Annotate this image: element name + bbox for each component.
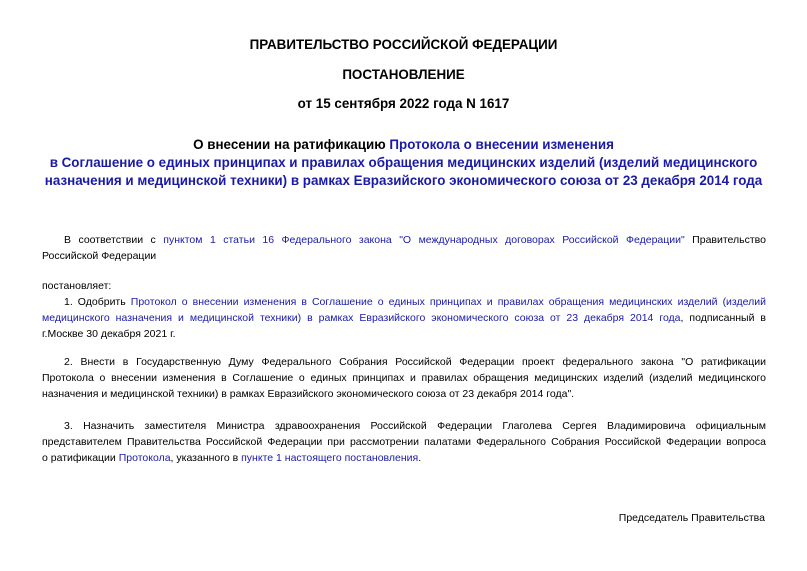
item-3-text: о ратификации (42, 452, 119, 464)
item-2-line-2: Протокола о внесении изменения в Соглашение о единых принципах и правилах обращения медицинских изделий (изделий медицинского (42, 372, 766, 384)
preamble-line-2: Российской Федерации (42, 250, 157, 262)
item-3-line-3 (42, 450, 766, 466)
subject-line-1 (30, 136, 777, 154)
signature-title: Председатель Правительства (618, 512, 765, 524)
subject-line-3 (30, 172, 777, 190)
item-1-line-3: г.Москве 30 декабря 2021 г. (42, 328, 176, 340)
item-1-line-2 (42, 310, 766, 326)
government-title: ПРАВИТЕЛЬСТВО РОССИЙСКОЙ ФЕДЕРАЦИИ (249, 37, 558, 52)
item-3-text-mid: , указанного в (170, 452, 242, 464)
document-type: ПОСТАНОВЛЕНИЕ (342, 67, 465, 82)
item-2-paragraph (42, 354, 766, 402)
item-1-reference-link[interactable]: пункте 1 настоящего постановления (241, 452, 419, 464)
preamble-line-1 (42, 232, 766, 248)
preamble-text-end: Правительство (684, 234, 766, 246)
subject-prefix: О внесении на ратификацию (193, 137, 390, 152)
item-3-text-end: . (418, 452, 422, 464)
item-1-line-1 (42, 294, 766, 310)
decides-text: постановляет: (42, 280, 112, 292)
document-subject (30, 136, 777, 190)
item-1-paragraph (42, 294, 766, 342)
preamble-text: В соответствии с (64, 234, 164, 246)
protocol-link[interactable]: Протокол о внесении изменения в Соглашение о единых принципах и правилах обращения медицинских изделий (изделий (130, 296, 766, 308)
protocol-title-link[interactable]: Протокола о внесении изменения (389, 137, 614, 152)
item-3-line-2: представителем Правительства Российской Федерации при рассмотрении палатами Федерального Собрания Российской Федерации вопроса (42, 436, 766, 448)
subject-line-2 (30, 154, 777, 172)
item-3-paragraph (42, 418, 766, 466)
federal-law-link[interactable]: пунктом 1 статьи 16 Федерального закона "О международных договорах Российской Федерации" (163, 234, 685, 246)
document-date-number: от 15 сентября 2022 года N 1617 (297, 96, 510, 111)
preamble-paragraph (42, 232, 766, 264)
item-1-text-end: , подписанный в (680, 312, 766, 324)
protocol-link-cont[interactable]: медицинского назначения и медицинской техники) в рамках Евразийского экономического союза от 23 декабря 2014 года (42, 312, 681, 324)
protocol-title-link-cont[interactable]: в Соглашение о единых принципах и правилах обращения медицинских изделий (изделий медицинского (49, 155, 758, 170)
protocol-title-link-end[interactable]: назначения и медицинской техники) в рамках Евразийского экономического союза от 23 декабря 2014 года (44, 173, 763, 188)
item-2-line-3: назначения и медицинской техники) в рамках Евразийского экономического союза от 23 декабря 2014 года". (42, 388, 575, 400)
item-2-line-1: 2. Внести в Государственную Думу Федерального Собрания Российской Федерации проект федерального закона "О ратификации (64, 356, 766, 368)
decides-label (42, 278, 766, 294)
item-1-text: 1. Одобрить (64, 296, 131, 308)
item-3-line-1: 3. Назначить заместителя Министра здравоохранения Российской Федерации Глаголева Сергея Владимировича официальным (64, 420, 766, 432)
protocol-short-link[interactable]: Протокола (118, 452, 171, 464)
